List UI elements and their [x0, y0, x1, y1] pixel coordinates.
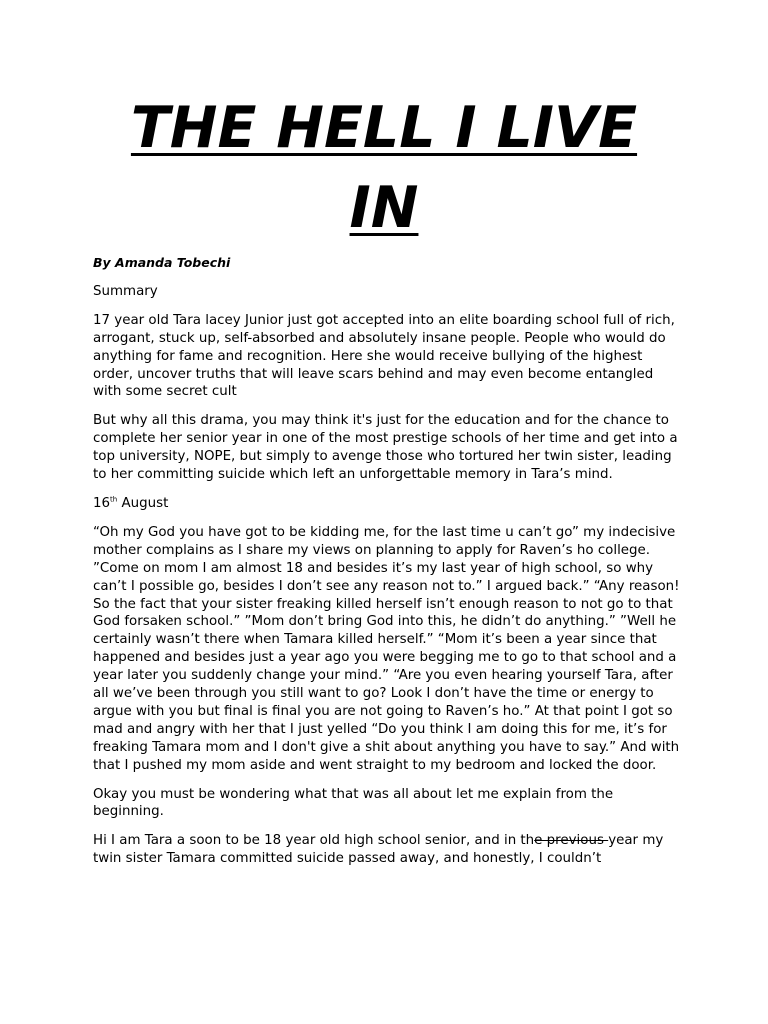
story-paragraph-3-start: Hi I am Tara a soon to be 18 year old high school senior, and in th	[93, 833, 535, 849]
story-paragraph-3-end: year my twin sister Tamara committed suicide passed away, and honestly, I couldn’t	[93, 833, 664, 867]
struck-text: e previous	[534, 833, 609, 849]
entry-date	[93, 495, 683, 513]
author-byline: By Amanda Tobechi	[93, 255, 231, 270]
summary-heading: Summary	[93, 283, 158, 299]
date-day: 16	[93, 495, 111, 511]
document-title	[60, 88, 708, 248]
story-paragraph-2: Okay you must be wondering what that was all about let me explain from the beginning.	[93, 786, 614, 820]
date-month: August	[117, 495, 169, 511]
summary-paragraph-2: But why all this drama, you may think it's just for the education and for the chance to complete her senior year in one of the most prestige schools of her time and get into a top university, NOPE, but simply to avenge those who tortured her twin sister, leading to her committing suicide which left an unforgettable memory in Tara’s mind.	[93, 413, 678, 483]
document-body	[93, 254, 683, 879]
story-paragraph-1: “Oh my God you have got to be kidding me, for the last time u can’t go” my indecisive mother complains as I share my views on planning to apply for Raven’s ho college. ”Come on mom I am almost 18 and besides it’s my last year of high school, so why can’t I possible go, besides I don’t see any reason not to.” I argued back.” “Any reason! So the fact that your sister freaking killed herself isn’t enough reason to not go to that God forsaken school.” ”Mom don’t bring God into this, he didn’t do anything.” ”Well he certainly wasn’t there when Tamara killed herself.” “Mom it’s been a year since that happened and besides just a year ago you were begging me to go to that school and a year later you suddenly change your mind.” “Are you even hearing yourself Tara, after all we’ve been through you still want to go? Look I don’t have the time or energy to argue with you but final is final you are not going to Raven’s ho.” At that point I got so mad and angry with her that I just yelled “Do you think I am doing this for me, it’s for freaking Tamara mom and I don't give a shit about anything you have to say.” And with that I pushed my mom aside and went straight to my bedroom and locked the door.	[93, 524, 680, 773]
title-line-1: THE HELL I LIVE	[130, 95, 638, 161]
date-suffix: th	[110, 495, 118, 504]
summary-paragraph-1: 17 year old Tara lacey Junior just got accepted into an elite boarding school full of rich, arrogant, stuck up, self-absorbed and absolutely insane people. People who would do anything for fame and recognition. Here she would receive bullying of the highest order, uncover truths that will leave scars behind and may even become entangled with some secret cult	[93, 312, 675, 400]
story-paragraph-3	[93, 832, 683, 868]
title-line-2: IN	[349, 175, 419, 241]
